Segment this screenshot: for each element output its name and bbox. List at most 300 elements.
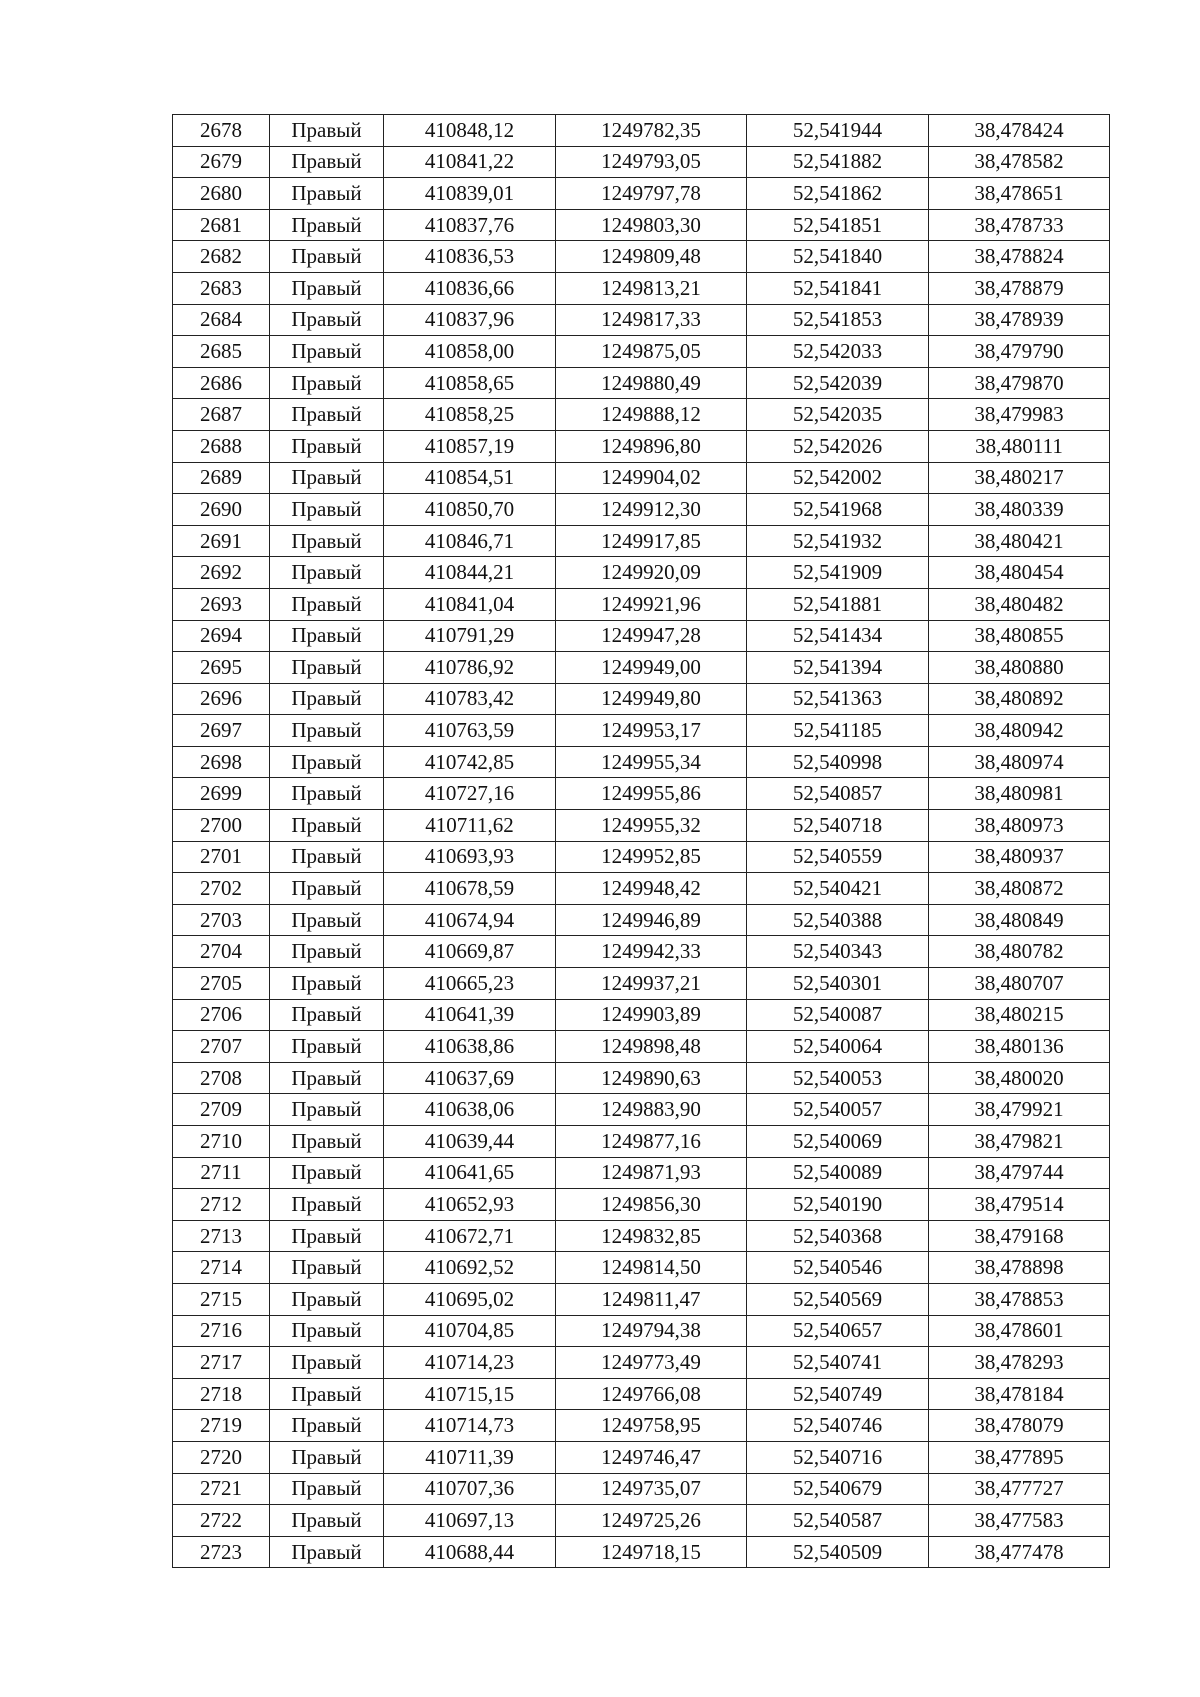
coord-x-cell: 410841,04 [384, 588, 556, 620]
bank-side-cell: Правый [270, 272, 384, 304]
table-row [173, 430, 1110, 462]
coord-y-cell: 1249735,07 [556, 1473, 747, 1505]
point-number-cell: 2703 [173, 904, 270, 936]
point-number-cell: 2686 [173, 367, 270, 399]
table-row [173, 272, 1110, 304]
longitude-cell: 38,478601 [929, 1315, 1110, 1347]
coord-y-cell: 1249955,34 [556, 746, 747, 778]
coord-y-cell: 1249898,48 [556, 1031, 747, 1063]
point-number-cell: 2699 [173, 778, 270, 810]
longitude-cell: 38,480215 [929, 999, 1110, 1031]
table-row [173, 1157, 1110, 1189]
coord-y-cell: 1249946,89 [556, 904, 747, 936]
coord-x-cell: 410837,96 [384, 304, 556, 336]
coord-x-cell: 410638,86 [384, 1031, 556, 1063]
table-row [173, 588, 1110, 620]
latitude-cell: 52,540064 [747, 1031, 929, 1063]
longitude-cell: 38,478939 [929, 304, 1110, 336]
coord-x-cell: 410836,66 [384, 272, 556, 304]
coord-y-cell: 1249746,47 [556, 1441, 747, 1473]
coord-y-cell: 1249725,26 [556, 1505, 747, 1537]
table-row [173, 1505, 1110, 1537]
latitude-cell: 52,540087 [747, 999, 929, 1031]
coord-x-cell: 410858,25 [384, 399, 556, 431]
bank-side-cell: Правый [270, 1315, 384, 1347]
longitude-cell: 38,480849 [929, 904, 1110, 936]
coord-y-cell: 1249952,85 [556, 841, 747, 873]
longitude-cell: 38,478184 [929, 1378, 1110, 1410]
latitude-cell: 52,540368 [747, 1220, 929, 1252]
latitude-cell: 52,541434 [747, 620, 929, 652]
table-row [173, 746, 1110, 778]
table-row [173, 1094, 1110, 1126]
longitude-cell: 38,478733 [929, 209, 1110, 241]
coord-y-cell: 1249880,49 [556, 367, 747, 399]
longitude-cell: 38,478582 [929, 146, 1110, 178]
latitude-cell: 52,541881 [747, 588, 929, 620]
latitude-cell: 52,540301 [747, 968, 929, 1000]
table-row [173, 652, 1110, 684]
coord-y-cell: 1249921,96 [556, 588, 747, 620]
table-row [173, 557, 1110, 589]
point-number-cell: 2713 [173, 1220, 270, 1252]
latitude-cell: 52,540559 [747, 841, 929, 873]
bank-side-cell: Правый [270, 904, 384, 936]
longitude-cell: 38,480782 [929, 936, 1110, 968]
point-number-cell: 2682 [173, 241, 270, 273]
point-number-cell: 2685 [173, 336, 270, 368]
longitude-cell: 38,478079 [929, 1410, 1110, 1442]
table-row [173, 904, 1110, 936]
table-row [173, 1062, 1110, 1094]
longitude-cell: 38,480136 [929, 1031, 1110, 1063]
table-row [173, 1031, 1110, 1063]
table-row [173, 873, 1110, 905]
longitude-cell: 38,480973 [929, 810, 1110, 842]
table-row [173, 936, 1110, 968]
longitude-cell: 38,478293 [929, 1347, 1110, 1379]
table-row [173, 399, 1110, 431]
latitude-cell: 52,540716 [747, 1441, 929, 1473]
coord-y-cell: 1249949,00 [556, 652, 747, 684]
longitude-cell: 38,480855 [929, 620, 1110, 652]
point-number-cell: 2712 [173, 1189, 270, 1221]
bank-side-cell: Правый [270, 1347, 384, 1379]
point-number-cell: 2702 [173, 873, 270, 905]
coordinates-table [172, 114, 1110, 1568]
latitude-cell: 52,541862 [747, 178, 929, 210]
bank-side-cell: Правый [270, 304, 384, 336]
coord-x-cell: 410727,16 [384, 778, 556, 810]
point-number-cell: 2719 [173, 1410, 270, 1442]
latitude-cell: 52,541394 [747, 652, 929, 684]
latitude-cell: 52,541944 [747, 115, 929, 147]
longitude-cell: 38,478853 [929, 1283, 1110, 1315]
point-number-cell: 2679 [173, 146, 270, 178]
bank-side-cell: Правый [270, 1505, 384, 1537]
coord-y-cell: 1249813,21 [556, 272, 747, 304]
coord-y-cell: 1249948,42 [556, 873, 747, 905]
table-row [173, 778, 1110, 810]
point-number-cell: 2701 [173, 841, 270, 873]
point-number-cell: 2694 [173, 620, 270, 652]
bank-side-cell: Правый [270, 999, 384, 1031]
latitude-cell: 52,542039 [747, 367, 929, 399]
point-number-cell: 2684 [173, 304, 270, 336]
coord-x-cell: 410678,59 [384, 873, 556, 905]
table-row [173, 525, 1110, 557]
longitude-cell: 38,480892 [929, 683, 1110, 715]
coord-x-cell: 410742,85 [384, 746, 556, 778]
longitude-cell: 38,478651 [929, 178, 1110, 210]
bank-side-cell: Правый [270, 1094, 384, 1126]
coord-x-cell: 410837,76 [384, 209, 556, 241]
longitude-cell: 38,479744 [929, 1157, 1110, 1189]
latitude-cell: 52,541932 [747, 525, 929, 557]
bank-side-cell: Правый [270, 1473, 384, 1505]
table-row [173, 715, 1110, 747]
coord-x-cell: 410783,42 [384, 683, 556, 715]
table-row [173, 494, 1110, 526]
latitude-cell: 52,540421 [747, 873, 929, 905]
latitude-cell: 52,540190 [747, 1189, 929, 1221]
longitude-cell: 38,479790 [929, 336, 1110, 368]
coord-x-cell: 410695,02 [384, 1283, 556, 1315]
bank-side-cell: Правый [270, 178, 384, 210]
point-number-cell: 2691 [173, 525, 270, 557]
table-row [173, 1378, 1110, 1410]
longitude-cell: 38,479921 [929, 1094, 1110, 1126]
latitude-cell: 52,541968 [747, 494, 929, 526]
table-row [173, 1347, 1110, 1379]
point-number-cell: 2695 [173, 652, 270, 684]
coord-y-cell: 1249942,33 [556, 936, 747, 968]
longitude-cell: 38,478898 [929, 1252, 1110, 1284]
coord-y-cell: 1249937,21 [556, 968, 747, 1000]
longitude-cell: 38,480942 [929, 715, 1110, 747]
latitude-cell: 52,540741 [747, 1347, 929, 1379]
latitude-cell: 52,540057 [747, 1094, 929, 1126]
longitude-cell: 38,480217 [929, 462, 1110, 494]
coord-y-cell: 1249871,93 [556, 1157, 747, 1189]
coord-x-cell: 410715,15 [384, 1378, 556, 1410]
longitude-cell: 38,479514 [929, 1189, 1110, 1221]
coord-x-cell: 410669,87 [384, 936, 556, 968]
longitude-cell: 38,480339 [929, 494, 1110, 526]
longitude-cell: 38,479870 [929, 367, 1110, 399]
longitude-cell: 38,480937 [929, 841, 1110, 873]
coord-x-cell: 410858,00 [384, 336, 556, 368]
coord-y-cell: 1249896,80 [556, 430, 747, 462]
point-number-cell: 2692 [173, 557, 270, 589]
table-row [173, 336, 1110, 368]
table-row [173, 683, 1110, 715]
longitude-cell: 38,480482 [929, 588, 1110, 620]
point-number-cell: 2718 [173, 1378, 270, 1410]
coord-x-cell: 410854,51 [384, 462, 556, 494]
coord-y-cell: 1249782,35 [556, 115, 747, 147]
point-number-cell: 2708 [173, 1062, 270, 1094]
longitude-cell: 38,478879 [929, 272, 1110, 304]
bank-side-cell: Правый [270, 1062, 384, 1094]
coord-y-cell: 1249856,30 [556, 1189, 747, 1221]
bank-side-cell: Правый [270, 1031, 384, 1063]
table-row [173, 1441, 1110, 1473]
coord-x-cell: 410707,36 [384, 1473, 556, 1505]
coord-x-cell: 410711,62 [384, 810, 556, 842]
coord-x-cell: 410848,12 [384, 115, 556, 147]
bank-side-cell: Правый [270, 1189, 384, 1221]
coord-y-cell: 1249809,48 [556, 241, 747, 273]
coord-x-cell: 410714,23 [384, 1347, 556, 1379]
coord-x-cell: 410844,21 [384, 557, 556, 589]
bank-side-cell: Правый [270, 715, 384, 747]
bank-side-cell: Правый [270, 557, 384, 589]
bank-side-cell: Правый [270, 209, 384, 241]
table-row [173, 367, 1110, 399]
point-number-cell: 2689 [173, 462, 270, 494]
point-number-cell: 2680 [173, 178, 270, 210]
coord-x-cell: 410637,69 [384, 1062, 556, 1094]
latitude-cell: 52,540053 [747, 1062, 929, 1094]
table-row [173, 146, 1110, 178]
point-number-cell: 2693 [173, 588, 270, 620]
coord-y-cell: 1249803,30 [556, 209, 747, 241]
latitude-cell: 52,541851 [747, 209, 929, 241]
table-row [173, 241, 1110, 273]
table-row [173, 462, 1110, 494]
longitude-cell: 38,480111 [929, 430, 1110, 462]
coord-y-cell: 1249883,90 [556, 1094, 747, 1126]
latitude-cell: 52,540718 [747, 810, 929, 842]
coord-x-cell: 410711,39 [384, 1441, 556, 1473]
coord-x-cell: 410697,13 [384, 1505, 556, 1537]
bank-side-cell: Правый [270, 146, 384, 178]
table-row [173, 1126, 1110, 1158]
latitude-cell: 52,540388 [747, 904, 929, 936]
bank-side-cell: Правый [270, 399, 384, 431]
table-row [173, 1473, 1110, 1505]
coord-y-cell: 1249797,78 [556, 178, 747, 210]
latitude-cell: 52,540857 [747, 778, 929, 810]
point-number-cell: 2720 [173, 1441, 270, 1473]
coord-x-cell: 410791,29 [384, 620, 556, 652]
latitude-cell: 52,542035 [747, 399, 929, 431]
latitude-cell: 52,540069 [747, 1126, 929, 1158]
coord-y-cell: 1249920,09 [556, 557, 747, 589]
table-row [173, 1536, 1110, 1568]
bank-side-cell: Правый [270, 430, 384, 462]
coord-y-cell: 1249955,86 [556, 778, 747, 810]
coord-y-cell: 1249917,85 [556, 525, 747, 557]
bank-side-cell: Правый [270, 746, 384, 778]
coord-x-cell: 410652,93 [384, 1189, 556, 1221]
point-number-cell: 2716 [173, 1315, 270, 1347]
coord-y-cell: 1249875,05 [556, 336, 747, 368]
bank-side-cell: Правый [270, 525, 384, 557]
bank-side-cell: Правый [270, 873, 384, 905]
longitude-cell: 38,480421 [929, 525, 1110, 557]
point-number-cell: 2705 [173, 968, 270, 1000]
point-number-cell: 2683 [173, 272, 270, 304]
point-number-cell: 2681 [173, 209, 270, 241]
longitude-cell: 38,480020 [929, 1062, 1110, 1094]
bank-side-cell: Правый [270, 494, 384, 526]
point-number-cell: 2715 [173, 1283, 270, 1315]
bank-side-cell: Правый [270, 1220, 384, 1252]
table-row [173, 304, 1110, 336]
point-number-cell: 2710 [173, 1126, 270, 1158]
bank-side-cell: Правый [270, 1441, 384, 1473]
bank-side-cell: Правый [270, 1410, 384, 1442]
coord-y-cell: 1249949,80 [556, 683, 747, 715]
latitude-cell: 52,540587 [747, 1505, 929, 1537]
coord-x-cell: 410674,94 [384, 904, 556, 936]
coord-x-cell: 410858,65 [384, 367, 556, 399]
point-number-cell: 2711 [173, 1157, 270, 1189]
bank-side-cell: Правый [270, 1283, 384, 1315]
bank-side-cell: Правый [270, 336, 384, 368]
longitude-cell: 38,480974 [929, 746, 1110, 778]
longitude-cell: 38,477583 [929, 1505, 1110, 1537]
latitude-cell: 52,541841 [747, 272, 929, 304]
longitude-cell: 38,480454 [929, 557, 1110, 589]
coord-x-cell: 410692,52 [384, 1252, 556, 1284]
longitude-cell: 38,479168 [929, 1220, 1110, 1252]
latitude-cell: 52,540569 [747, 1283, 929, 1315]
longitude-cell: 38,480872 [929, 873, 1110, 905]
coord-x-cell: 410688,44 [384, 1536, 556, 1568]
table-row [173, 999, 1110, 1031]
coord-x-cell: 410704,85 [384, 1315, 556, 1347]
bank-side-cell: Правый [270, 588, 384, 620]
point-number-cell: 2700 [173, 810, 270, 842]
longitude-cell: 38,479821 [929, 1126, 1110, 1158]
longitude-cell: 38,478824 [929, 241, 1110, 273]
longitude-cell: 38,479983 [929, 399, 1110, 431]
table-row [173, 115, 1110, 147]
coord-x-cell: 410641,65 [384, 1157, 556, 1189]
longitude-cell: 38,480707 [929, 968, 1110, 1000]
latitude-cell: 52,542026 [747, 430, 929, 462]
bank-side-cell: Правый [270, 652, 384, 684]
point-number-cell: 2723 [173, 1536, 270, 1568]
coord-x-cell: 410665,23 [384, 968, 556, 1000]
point-number-cell: 2688 [173, 430, 270, 462]
longitude-cell: 38,480880 [929, 652, 1110, 684]
coord-y-cell: 1249811,47 [556, 1283, 747, 1315]
longitude-cell: 38,477895 [929, 1441, 1110, 1473]
latitude-cell: 52,541185 [747, 715, 929, 747]
coord-y-cell: 1249718,15 [556, 1536, 747, 1568]
coord-y-cell: 1249758,95 [556, 1410, 747, 1442]
bank-side-cell: Правый [270, 1157, 384, 1189]
table-row [173, 1283, 1110, 1315]
coord-y-cell: 1249817,33 [556, 304, 747, 336]
coord-y-cell: 1249904,02 [556, 462, 747, 494]
table-row [173, 1220, 1110, 1252]
bank-side-cell: Правый [270, 367, 384, 399]
table-row [173, 1252, 1110, 1284]
point-number-cell: 2709 [173, 1094, 270, 1126]
bank-side-cell: Правый [270, 1126, 384, 1158]
coord-x-cell: 410841,22 [384, 146, 556, 178]
point-number-cell: 2714 [173, 1252, 270, 1284]
point-number-cell: 2697 [173, 715, 270, 747]
coord-x-cell: 410850,70 [384, 494, 556, 526]
table-row [173, 620, 1110, 652]
latitude-cell: 52,540749 [747, 1378, 929, 1410]
coord-x-cell: 410639,44 [384, 1126, 556, 1158]
coord-x-cell: 410638,06 [384, 1094, 556, 1126]
coord-x-cell: 410641,39 [384, 999, 556, 1031]
bank-side-cell: Правый [270, 462, 384, 494]
longitude-cell: 38,477478 [929, 1536, 1110, 1568]
coord-y-cell: 1249773,49 [556, 1347, 747, 1379]
coord-y-cell: 1249766,08 [556, 1378, 747, 1410]
latitude-cell: 52,541909 [747, 557, 929, 589]
coord-x-cell: 410836,53 [384, 241, 556, 273]
coord-y-cell: 1249794,38 [556, 1315, 747, 1347]
bank-side-cell: Правый [270, 683, 384, 715]
coordinates-table-body [173, 115, 1110, 1568]
bank-side-cell: Правый [270, 1536, 384, 1568]
bank-side-cell: Правый [270, 241, 384, 273]
point-number-cell: 2687 [173, 399, 270, 431]
coord-x-cell: 410763,59 [384, 715, 556, 747]
bank-side-cell: Правый [270, 778, 384, 810]
point-number-cell: 2698 [173, 746, 270, 778]
coord-x-cell: 410714,73 [384, 1410, 556, 1442]
point-number-cell: 2721 [173, 1473, 270, 1505]
point-number-cell: 2717 [173, 1347, 270, 1379]
coord-y-cell: 1249912,30 [556, 494, 747, 526]
latitude-cell: 52,542002 [747, 462, 929, 494]
latitude-cell: 52,542033 [747, 336, 929, 368]
bank-side-cell: Правый [270, 1252, 384, 1284]
point-number-cell: 2678 [173, 115, 270, 147]
bank-side-cell: Правый [270, 1378, 384, 1410]
latitude-cell: 52,540679 [747, 1473, 929, 1505]
latitude-cell: 52,541853 [747, 304, 929, 336]
bank-side-cell: Правый [270, 115, 384, 147]
coord-y-cell: 1249793,05 [556, 146, 747, 178]
coord-x-cell: 410693,93 [384, 841, 556, 873]
coord-y-cell: 1249832,85 [556, 1220, 747, 1252]
latitude-cell: 52,540089 [747, 1157, 929, 1189]
coord-x-cell: 410839,01 [384, 178, 556, 210]
table-row [173, 1315, 1110, 1347]
point-number-cell: 2696 [173, 683, 270, 715]
latitude-cell: 52,541882 [747, 146, 929, 178]
table-row [173, 968, 1110, 1000]
latitude-cell: 52,540657 [747, 1315, 929, 1347]
longitude-cell: 38,478424 [929, 115, 1110, 147]
coord-y-cell: 1249903,89 [556, 999, 747, 1031]
latitude-cell: 52,540509 [747, 1536, 929, 1568]
latitude-cell: 52,540343 [747, 936, 929, 968]
coord-x-cell: 410857,19 [384, 430, 556, 462]
point-number-cell: 2722 [173, 1505, 270, 1537]
coord-y-cell: 1249947,28 [556, 620, 747, 652]
coord-x-cell: 410672,71 [384, 1220, 556, 1252]
coord-x-cell: 410786,92 [384, 652, 556, 684]
table-row [173, 209, 1110, 241]
latitude-cell: 52,540546 [747, 1252, 929, 1284]
table-row [173, 1189, 1110, 1221]
coord-y-cell: 1249890,63 [556, 1062, 747, 1094]
table-row [173, 810, 1110, 842]
